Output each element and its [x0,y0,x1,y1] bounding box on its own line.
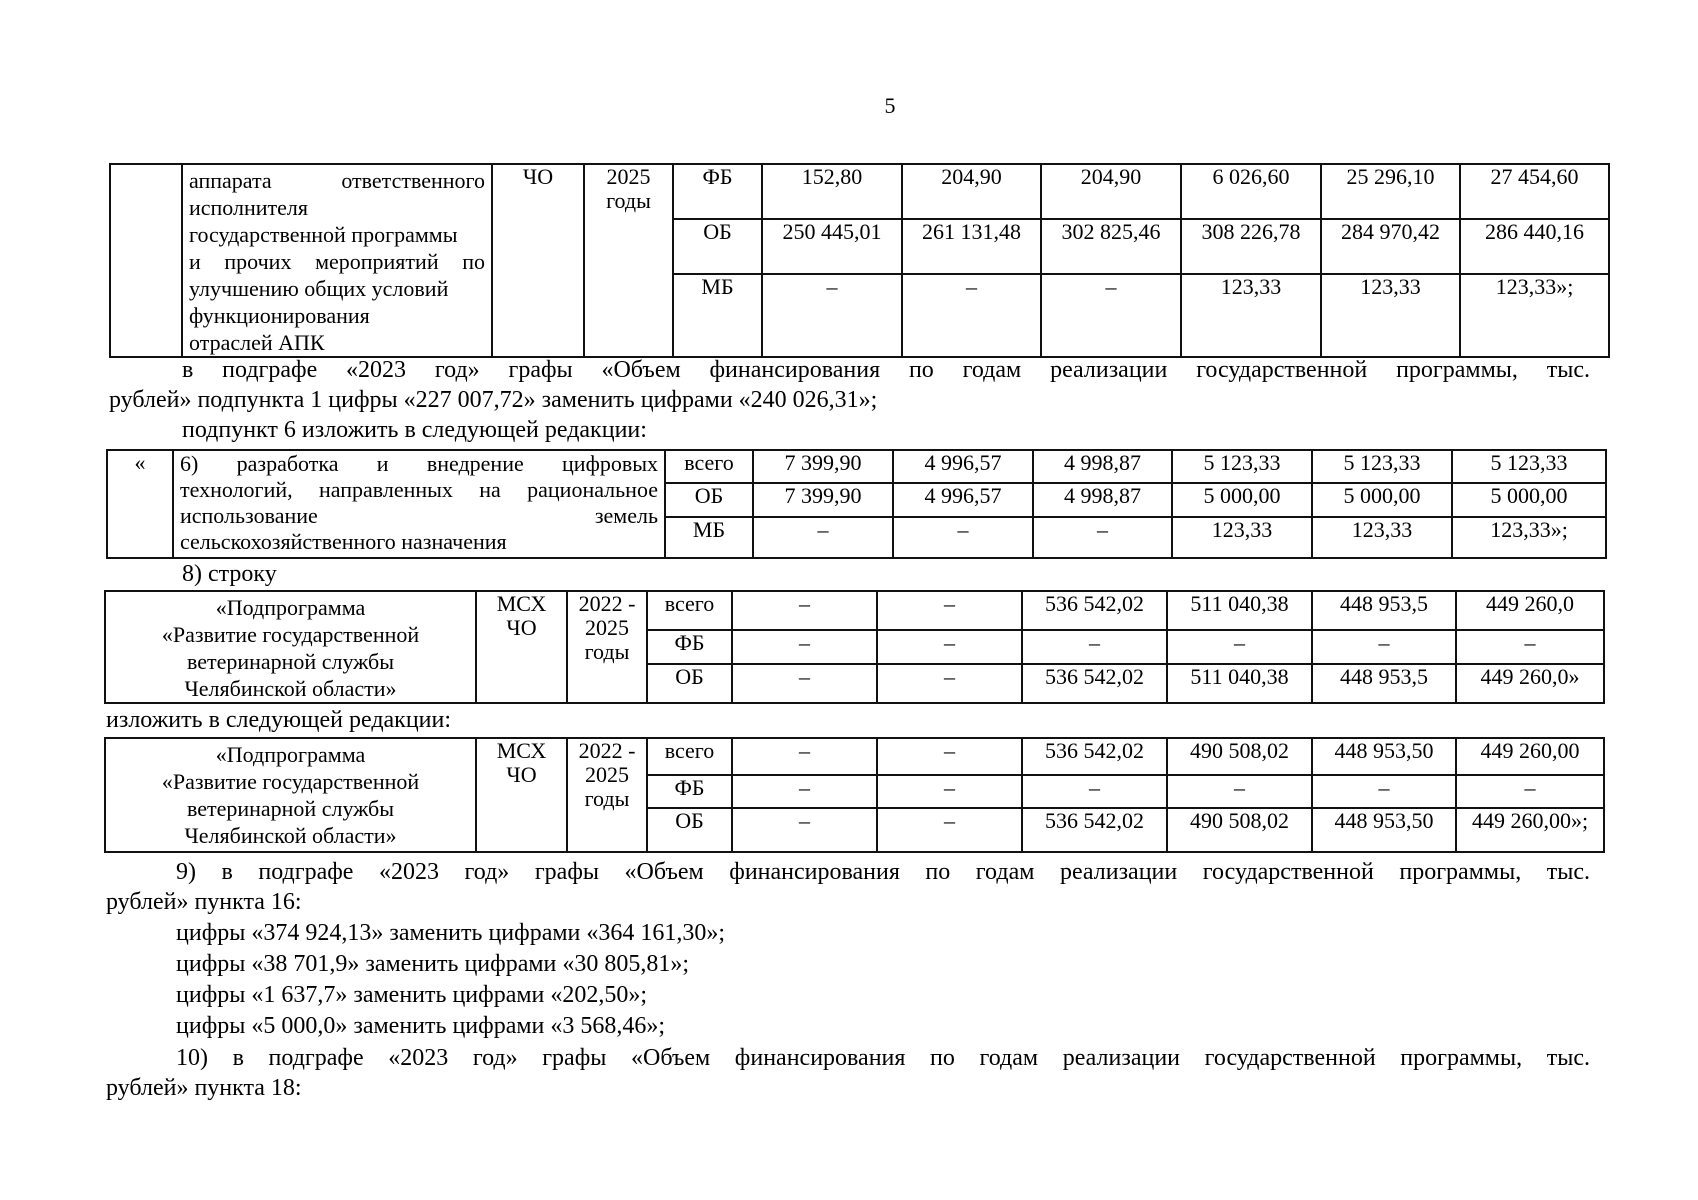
subprogram-title: «Подпрограмма «Развитие государственной ветеринарной службы Челябинской области» [105,738,476,852]
value-cell: 123,33 [1312,517,1452,558]
replacement-line: цифры «5 000,0» заменить цифрами «3 568,46»; [176,1013,666,1039]
executor-cell: МСХ ЧО [476,738,567,852]
replacement-line: цифры «38 701,9» заменить цифрами «30 805,81»; [176,951,690,977]
empty-number-cell [110,164,182,357]
value-cell: 308 226,78 [1181,219,1321,275]
value-cell: 449 260,0» [1456,664,1604,703]
value-cell: – [1456,775,1604,808]
executor-cell: ЧО [492,164,584,357]
value-cell: 536 542,02 [1022,738,1167,775]
funding-source: ФБ [647,775,732,808]
value-cell: 5 123,33 [1312,450,1452,483]
funding-source: всего [647,738,732,775]
value-cell: 5 000,00 [1172,483,1312,517]
amendment-paragraph-cont: рублей» пункта 16: [106,889,302,915]
value-cell: 448 953,50 [1312,808,1456,852]
value-cell: – [877,738,1022,775]
value-cell: 448 953,5 [1312,591,1456,630]
funding-source: ФБ [673,164,762,219]
value-cell: 5 000,00 [1452,483,1606,517]
amendment-paragraph: в подграфе «2023 год» графы «Объем финансирования по годам реализации государственной программы, тыс. [182,357,1590,383]
value-cell: – [902,274,1041,357]
value-cell: 449 260,00 [1456,738,1604,775]
funding-source: МБ [673,274,762,357]
value-cell: 490 508,02 [1167,738,1312,775]
value-cell: – [877,808,1022,852]
amendment-paragraph-cont: рублей» пункта 18: [106,1075,302,1101]
value-cell: – [877,775,1022,808]
value-cell: 6 026,60 [1181,164,1321,219]
activity-description: 6) разработка и внедрение цифровых технологий, направленных на рациональное использование земель сельскохозяйственного назначения [173,450,665,558]
value-cell: 302 825,46 [1041,219,1181,275]
value-cell: – [732,775,877,808]
value-cell: – [877,630,1022,665]
value-cell: – [1167,630,1312,665]
value-cell: – [1033,517,1172,558]
funding-source: всего [665,450,753,483]
value-cell: – [877,591,1022,630]
value-cell: 536 542,02 [1022,591,1167,630]
value-cell: – [1041,274,1181,357]
value-cell: 27 454,60 [1460,164,1609,219]
value-cell: – [732,664,877,703]
value-cell: 261 131,48 [902,219,1041,275]
value-cell: – [893,517,1033,558]
value-cell: 250 445,01 [762,219,902,275]
value-cell: 7 399,90 [753,483,893,517]
funding-source: ОБ [647,664,732,703]
value-cell: – [732,630,877,665]
period-cell: 2022 - 2025 годы [567,738,647,852]
value-cell: 7 399,90 [753,450,893,483]
value-cell: – [762,274,902,357]
value-cell: 123,33»; [1460,274,1609,357]
value-cell: 449 260,0 [1456,591,1604,630]
value-cell: 123,33 [1181,274,1321,357]
value-cell: 4 996,57 [893,483,1033,517]
value-cell: – [1312,630,1456,665]
value-cell: 123,33 [1172,517,1312,558]
funding-source: ОБ [673,219,762,275]
period-cell: 2025 годы [584,164,673,357]
amendment-paragraph: 8) строку [182,561,277,587]
value-cell: 123,33»; [1452,517,1606,558]
value-cell: 536 542,02 [1022,664,1167,703]
value-cell: 204,90 [902,164,1041,219]
value-cell: – [877,664,1022,703]
value-cell: 511 040,38 [1167,664,1312,703]
value-cell: 4 996,57 [893,450,1033,483]
value-cell: 449 260,00»; [1456,808,1604,852]
value-cell: – [1022,775,1167,808]
value-cell: 490 508,02 [1167,808,1312,852]
value-cell: 152,80 [762,164,902,219]
table-vet-subprogram-new [104,737,1605,853]
value-cell: 286 440,16 [1460,219,1609,275]
value-cell: – [753,517,893,558]
amendment-paragraph-cont: рублей» подпункта 1 цифры «227 007,72» заменить цифрами «240 026,31»; [109,387,878,413]
value-cell: 204,90 [1041,164,1181,219]
amendment-paragraph: 9) в подграфе «2023 год» графы «Объем финансирования по годам реализации государственной программы, тыс. [176,859,1590,885]
amendment-paragraph: 10) в подграфе «2023 год» графы «Объем финансирования по годам реализации государственной программы, тыс. [176,1045,1590,1071]
funding-source: ОБ [647,808,732,852]
table-apparatus-financing [109,163,1610,358]
funding-source: ФБ [647,630,732,665]
funding-source: МБ [665,517,753,558]
value-cell: – [1312,775,1456,808]
amendment-paragraph: подпункт 6 изложить в следующей редакции: [182,417,647,443]
executor-cell: МСХ ЧО [476,591,567,703]
page-number: 5 [884,93,896,118]
value-cell: 5 123,33 [1452,450,1606,483]
value-cell: 5 123,33 [1172,450,1312,483]
value-cell: – [1456,630,1604,665]
replacement-line: цифры «1 637,7» заменить цифрами «202,50»; [176,982,648,1008]
value-cell: 511 040,38 [1167,591,1312,630]
funding-source: ОБ [665,483,753,517]
value-cell: 536 542,02 [1022,808,1167,852]
period-cell: 2022 - 2025 годы [567,591,647,703]
replacement-line: цифры «374 924,13» заменить цифрами «364 161,30»; [176,920,726,946]
amendment-paragraph: изложить в следующей редакции: [106,707,452,733]
value-cell: 448 953,50 [1312,738,1456,775]
value-cell: – [732,738,877,775]
value-cell: 4 998,87 [1033,450,1172,483]
value-cell: 5 000,00 [1312,483,1452,517]
value-cell: – [732,808,877,852]
value-cell: 4 998,87 [1033,483,1172,517]
subprogram-title: «Подпрограмма «Развитие государственной ветеринарной службы Челябинской области» [105,591,476,703]
value-cell: – [1167,775,1312,808]
value-cell: – [1022,630,1167,665]
value-cell: 123,33 [1321,274,1460,357]
funding-source: всего [647,591,732,630]
table-digital-technologies [106,449,1607,559]
value-cell: 25 296,10 [1321,164,1460,219]
value-cell: 284 970,42 [1321,219,1460,275]
activity-description: аппарата ответственного исполнителя государственной программы и прочих мероприятий по улучшению общих условий функционирования отраслей АПК [182,164,492,357]
table-vet-subprogram-old [104,590,1605,704]
opening-quote: « [107,450,173,558]
value-cell: 448 953,5 [1312,664,1456,703]
value-cell: – [732,591,877,630]
